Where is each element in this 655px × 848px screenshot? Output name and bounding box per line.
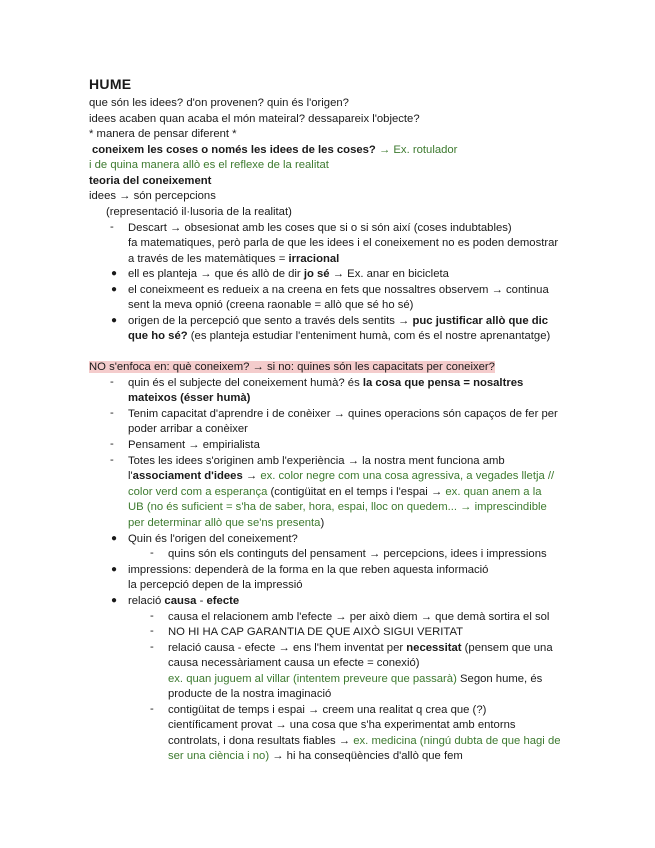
descart-line-1: Descart → obsesionat amb les coses que si o si són així (coses indubtables) — [128, 222, 512, 234]
dash-marker: - — [150, 610, 154, 622]
bullet-marker: ● — [111, 533, 118, 544]
dash-marker: - — [110, 376, 114, 388]
dash-marker: - — [150, 641, 154, 653]
dash-marker: - — [150, 547, 154, 559]
necessitat-line-2: causa necessàriament causa un efecte = conexió) — [168, 657, 420, 669]
idees-line-1: Totes les idees s'originen amb l'experiència → la nostra ment funciona amb — [128, 455, 505, 467]
contiguitat-line-4: ser una ciència i no) → hi ha conseqüències d'allò que fem — [168, 750, 463, 762]
capacitat-line-2: poder arribar a conèixer — [128, 423, 248, 435]
subject-line-2: mateixos (ésser humà) — [128, 392, 251, 404]
descart-line-3: a través de les matemàtiques = irracional — [128, 253, 340, 265]
impressions-line-2: la percepció depen de la impressió — [128, 579, 303, 591]
bullet-marker: ● — [111, 284, 118, 295]
dash-marker: - — [110, 454, 114, 466]
causa-efecte-heading: relació causa - efecte — [128, 595, 240, 607]
intro-line-7: idees → són percepcions — [89, 190, 216, 202]
dash-marker: - — [150, 625, 154, 637]
causa-line-1: causa el relacionem amb l'efecte → per això diem → que demà sortira el sol — [168, 611, 550, 623]
bullet-origen-1: origen de la percepció que sento a través dels sentits → puc justificar allò que dic — [128, 315, 549, 327]
idees-line-3: color verd com a esperança (contigüitat en el temps i l'espai → ex. quan anem a la — [128, 486, 542, 498]
descart-line-2: fa matematiques, però parla de que les idees i el coneixement no es poden demostrar — [128, 237, 559, 249]
necessitat-line-1: relació causa - efecte → ens l'hem inventat per necessitat (pensem que una — [168, 642, 553, 654]
subject-line-1: quin és el subjecte del coneixement humà? és la cosa que pensa = nosaltres — [128, 377, 524, 389]
bullet-creena-1: el coneixmeent es redueix a na creena en fets que nossaltres observem → continua — [128, 284, 549, 296]
intro-line-2: idees acaben quan acaba el món mateiral? dessapareix l'objecte? — [89, 113, 420, 125]
intro-line-5: i de quina manera allò es el reflexe de la realitat — [89, 159, 329, 171]
intro-line-6: teoria del coneixement — [89, 175, 212, 187]
dash-marker: - — [110, 407, 114, 419]
intro-line-8: (representació il·lusoria de la realitat) — [106, 206, 292, 218]
causa-line-2: NO HI HA CAP GARANTIA DE QUE AIXÒ SIGUI VERITAT — [168, 626, 464, 638]
continguts-line: quins són els continguts del pensament → percepcions, idees i impressions — [168, 548, 547, 560]
idees-line-5: per determinar allò que se'ns presenta) — [128, 517, 325, 529]
dash-marker: - — [110, 221, 114, 233]
document-title: HUME — [89, 76, 132, 92]
bullet-jo-se: ell es planteja → que és allò de dir jo sé → Ex. anar en bicicleta — [128, 268, 449, 280]
contiguitat-line-1: contigüitat de temps i espai → creem una realitat q crea que (?) — [168, 704, 487, 716]
dash-marker: - — [110, 438, 114, 450]
intro-line-4: coneixem les coses o només les idees de les coses? → Ex. rotulador — [92, 144, 458, 156]
impressions-line-1: impressions: dependerà de la forma en la que reben aquesta informació — [128, 564, 489, 576]
bullet-marker: ● — [111, 595, 118, 606]
intro-line-1: que són les idees? d'on provenen? quin és l'origen? — [89, 97, 349, 109]
idees-line-4: UB (no és suficient = s'ha de saber, hora, espai, lloc on quedem... → imprescindible — [128, 501, 547, 513]
pensament-line: Pensament → empirialista — [128, 439, 260, 451]
section-heading: NO s'enfoca en: què coneixem? → si no: quines són les capacitats per coneixer? — [89, 361, 495, 373]
bullet-marker: ● — [111, 315, 118, 326]
dash-marker: - — [150, 703, 154, 715]
bullet-marker: ● — [111, 268, 118, 279]
origen-question: Quin és l'origen del coneixement? — [128, 533, 298, 545]
contiguitat-line-2: científicament provat → una cosa que s'ha experimentat amb entorns — [168, 719, 516, 731]
idees-line-2: l'associament d'idees → ex. color negre com una cosa agressiva, a vegades lletja // — [128, 470, 555, 482]
intro-line-3: * manera de pensar diferent * — [89, 128, 237, 140]
necessitat-line-4: producte de la nostra imaginació — [168, 688, 332, 700]
capacitat-line-1: Tenim capacitat d'aprendre i de conèixer → quines operacions són capaços de fer per — [128, 408, 558, 420]
contiguitat-line-3: controlats, i dona resultats fiables → ex. medicina (ningú dubta de que hagi de — [168, 735, 561, 747]
necessitat-line-3: ex. quan juguem al villar (intentem preveure que passarà) Segon hume, és — [168, 673, 543, 685]
bullet-creena-2: sent la meva opnió (creena raonable = allò que sé ho sé) — [128, 299, 414, 311]
bullet-origen-2: que ho sé? (es planteja estudiar l'enteniment humà, com és el nostre aprenantatge) — [128, 330, 551, 342]
bullet-marker: ● — [111, 564, 118, 575]
